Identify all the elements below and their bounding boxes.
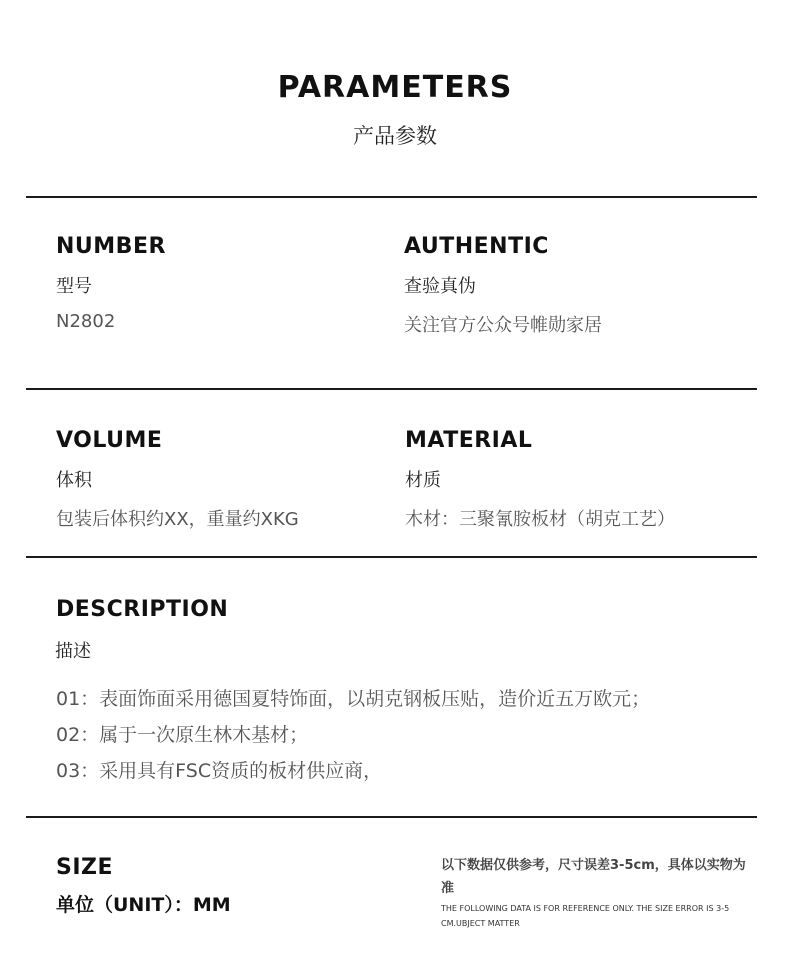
number-heading: NUMBER bbox=[56, 234, 166, 259]
authentic-value: 关注官方公众号帷勋家居 bbox=[404, 315, 602, 336]
divider bbox=[26, 556, 757, 558]
volume-label: 体积 bbox=[56, 470, 92, 491]
volume-value: 包装后体积约XX，重量约XKG bbox=[56, 509, 299, 530]
page-title: PARAMETERS bbox=[277, 70, 513, 105]
description-label: 描述 bbox=[55, 641, 91, 662]
number-value: N2802 bbox=[56, 311, 116, 332]
description-line: 03：采用具有FSC资质的板材供应商， bbox=[56, 760, 383, 782]
size-heading: SIZE bbox=[56, 855, 114, 880]
divider bbox=[26, 196, 757, 198]
description-heading: DESCRIPTION bbox=[56, 597, 229, 622]
divider bbox=[26, 816, 757, 818]
material-value: 木材：三聚氰胺板材（胡克工艺） bbox=[405, 509, 675, 530]
size-note-en: THE FOLLOWING DATA IS FOR REFERENCE ONLY. THE SIZE ERROR IS 3-5 CM.UBJECT MATTER bbox=[441, 904, 730, 928]
description-line: 01：表面饰面采用德国夏特饰面，以胡克钢板压贴，造价近五万欧元； bbox=[56, 688, 651, 710]
number-label: 型号 bbox=[56, 276, 92, 297]
volume-heading: VOLUME bbox=[56, 428, 163, 453]
size-unit-label: 单位（UNIT）：MM bbox=[56, 894, 231, 916]
page-subtitle: 产品参数 bbox=[353, 124, 437, 148]
description-line: 02：属于一次原生林木基材； bbox=[56, 724, 309, 746]
size-note-cn: 以下数据仅供参考，尺寸误差3-5cm，具体以实物为准 bbox=[441, 858, 746, 896]
material-label: 材质 bbox=[405, 470, 441, 491]
divider bbox=[26, 388, 757, 390]
material-heading: MATERIAL bbox=[405, 428, 533, 453]
authentic-heading: AUTHENTIC bbox=[404, 234, 549, 259]
authentic-label: 查验真伪 bbox=[404, 276, 476, 297]
